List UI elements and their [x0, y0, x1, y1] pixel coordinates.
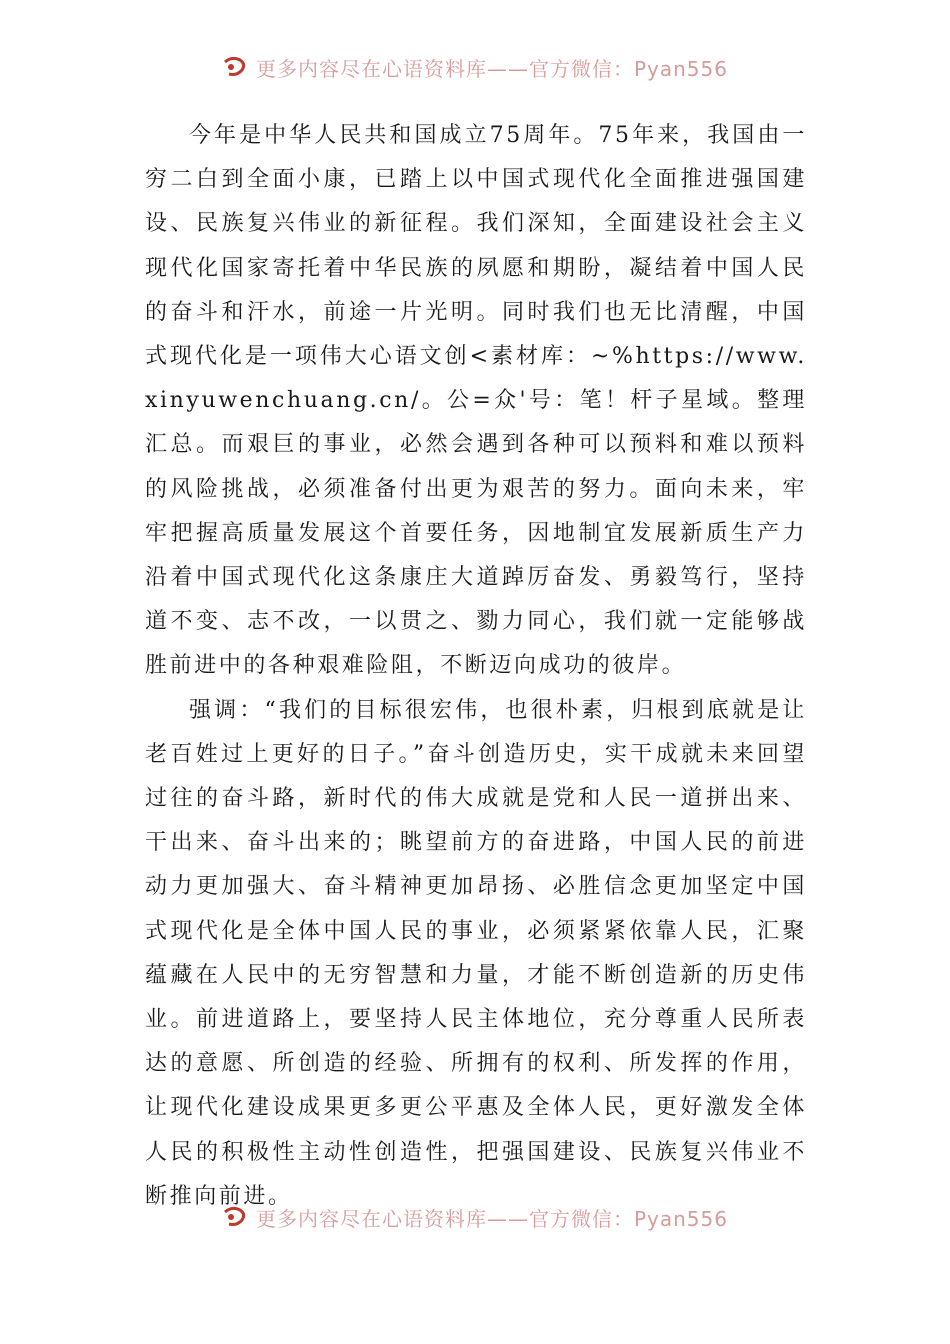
- paragraph-1: 今年是中华人民共和国成立75周年。75年来，我国由一穷二白到全面小康，已踏上以中国式现代化全面推进强国建设、民族复兴伟业的新征程。我们深知，全面建设社会主义现代化国家寄托着中华民族的夙愿和期盼，凝结着中国人民的奋斗和汗水，前途一片光明。同时我们也无比清醒，中国式现代化是一项伟大心语文创<素材库：~%https://www.xinyuwenchuang.cn/。公=众'号：笔！杆子星域。整理汇总。而艰巨的事业，必然会遇到各种可以预料和难以预料的风险挑战，必须准备付出更为艰苦的努力。面向未来，牢牢把握高质量发展这个首要任务，因地制宜发展新质生产力沿着中国式现代化这条康庄大道踔厉奋发、勇毅笃行，坚持道不变、志不改，一以贯之、勠力同心，我们就一定能够战胜前进中的各种艰难险阻，不断迈向成功的彼岸。: [145, 123, 807, 679]
- footer-watermark: [0, 1206, 950, 1236]
- brand-logo-icon: [222, 1206, 248, 1228]
- watermark-text: 更多内容尽在心语资料库——官方微信：Pyan556: [255, 1206, 728, 1231]
- paragraph-2: 强调：“我们的目标很宏伟，也很朴素，归根到底就是让老百姓过上更好的日子。”奋斗创造历史，实干成就未来回望过往的奋斗路，新时代的伟大成就是党和人民一道拼出来、干出来、奋斗出来的；眺望前方的奋进路，中国人民的前进动力更加强大、奋斗精神更加昂扬、必胜信念更加坚定中国式现代化是全体中国人民的事业，必须紧紧依靠人民，汇聚蕴藏在人民中的无穷智慧和力量，才能不断创造新的历史伟业。前进道路上，要坚持人民主体地位，充分尊重人民所表达的意愿、所创造的经验、所拥有的权利、所发挥的作用，让现代化建设成果更多更公平惠及全体人民，更好激发全体人民的积极性主动性创造性，把强国建设、民族复兴伟业不断推向前进。: [145, 697, 807, 1209]
- watermark-text: 更多内容尽在心语资料库——官方微信：Pyan556: [255, 56, 728, 81]
- header-watermark: [0, 56, 950, 86]
- brand-logo-icon: [222, 56, 248, 78]
- document-body: [145, 114, 807, 1219]
